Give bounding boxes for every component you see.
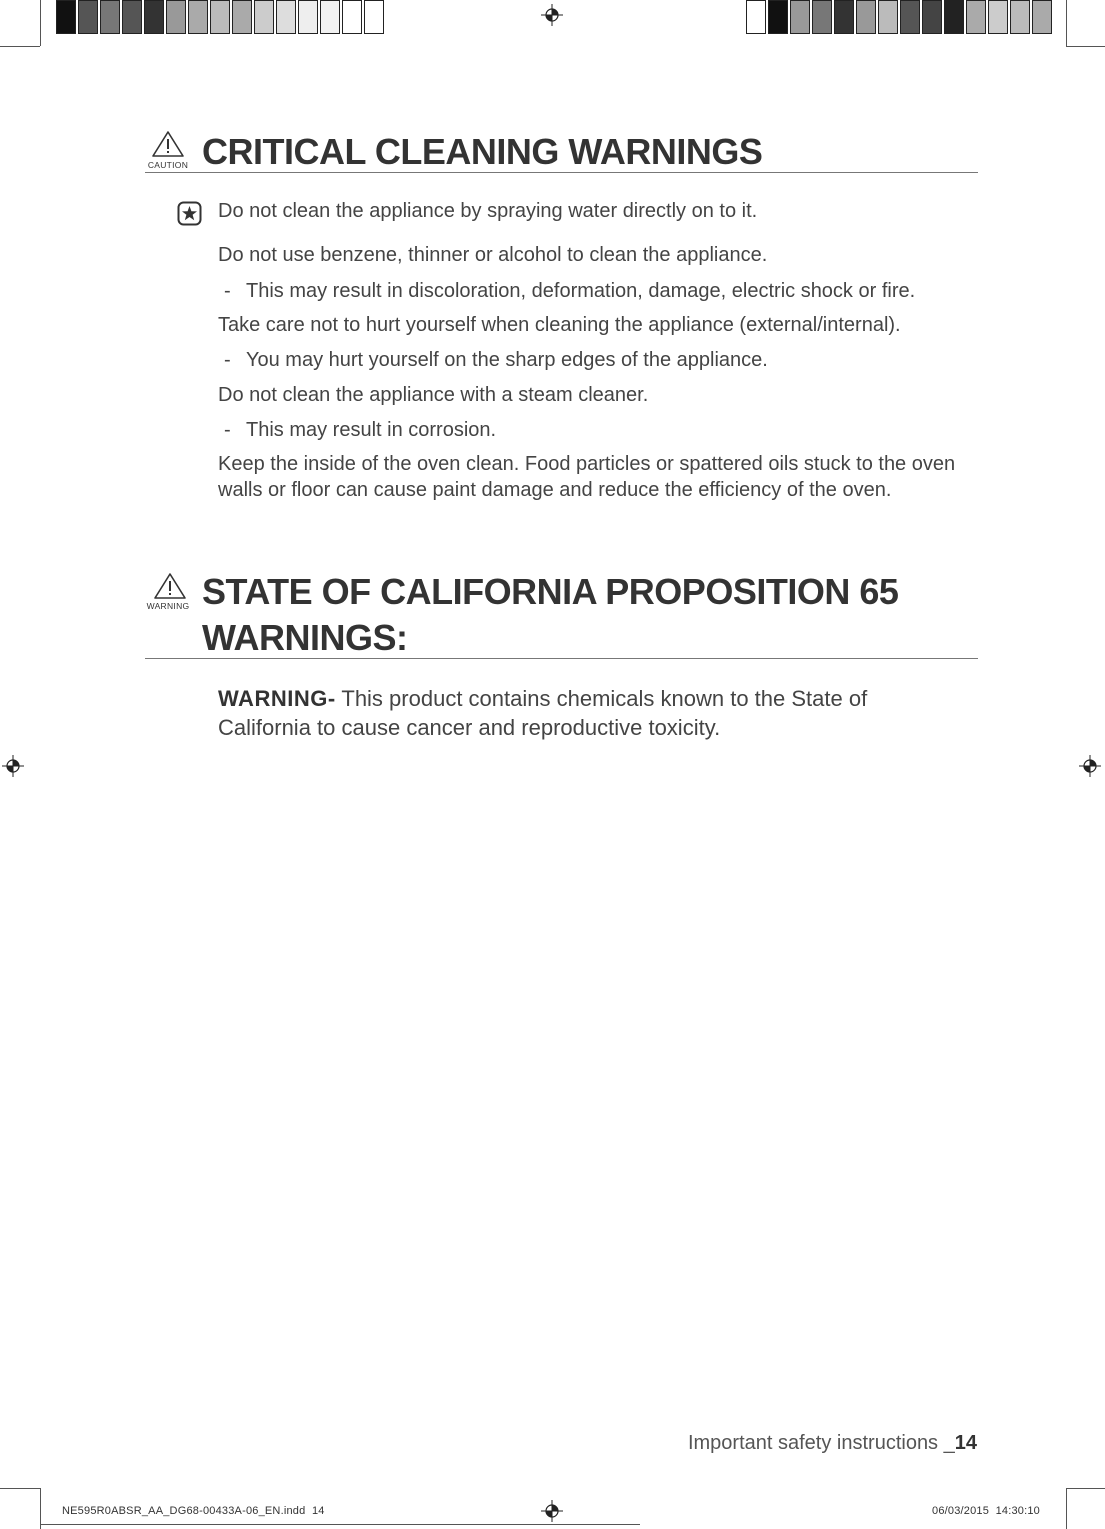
color-bar-right [746, 0, 1054, 34]
warning-label: WARNING- [218, 686, 336, 711]
instruction-item: Do not clean the appliance with a steam cleaner. [218, 384, 649, 406]
section-title-prop65-line1: STATE OF CALIFORNIA PROPOSITION 65 [202, 571, 899, 612]
registration-mark-top [541, 4, 563, 26]
instruction-note-text: This may result in corrosion. [246, 419, 497, 441]
instruction-item: Do not use benzene, thinner or alcohol to clean the appliance. [218, 244, 768, 266]
bottom-trim-line [40, 1524, 640, 1525]
prop65-warning-paragraph [218, 684, 938, 742]
slug-file-page: 14 [311, 1505, 325, 1517]
crop-mark-bottom-left [40, 1488, 41, 1529]
warning-text: This product contains chemicals known to the State of California to cause cancer and reproductive toxicity. [218, 686, 868, 740]
section-title-critical-cleaning: CRITICAL CLEANING WARNINGS [202, 131, 763, 172]
color-bar-left [56, 0, 386, 34]
list-dash: - [224, 419, 231, 441]
warning-caption: WARNING [146, 601, 190, 611]
page-number: 14 [954, 1432, 977, 1454]
slug-date: 06/03/2015 [932, 1505, 990, 1517]
crop-mark-bottom-right-h [1066, 1488, 1105, 1489]
instruction-note [224, 347, 984, 373]
warning-triangle-icon [153, 572, 187, 600]
crop-mark-top-left-h [0, 46, 40, 47]
registration-mark-right [1079, 755, 1101, 777]
caution-caption: CAUTION [147, 160, 189, 170]
registration-mark-bottom [541, 1500, 563, 1522]
instruction-note-text: This may result in discoloration, deformation, damage, electric shock or fire. [246, 280, 916, 302]
page-footer [688, 1432, 977, 1455]
print-slug-file [62, 1505, 325, 1517]
crop-mark-bottom-left-h [0, 1488, 40, 1489]
crop-mark-top-right [1066, 0, 1067, 46]
crop-mark-top-right-h [1066, 46, 1105, 47]
list-dash: - [224, 280, 231, 302]
section-divider [145, 172, 978, 173]
section-title-prop65-line2: WARNINGS: [202, 617, 408, 658]
footer-section-name: Important safety instructions _ [687, 1432, 955, 1454]
crop-mark-top-left [40, 0, 41, 46]
instruction-note-text: You may hurt yourself on the sharp edges of the appliance. [246, 349, 768, 371]
instruction-item: Take care not to hurt yourself when cleaning the appliance (external/internal). [218, 314, 901, 336]
star-box-icon [177, 201, 202, 226]
section-divider [145, 658, 978, 659]
slug-file-name: NE595R0ABSR_AA_DG68-00433A-06_EN.indd [62, 1505, 306, 1517]
instruction-closing: Keep the inside of the oven clean. Food particles or spattered oils stuck to the oven walls or floor can cause paint damage and reduce the efficiency of the oven. [218, 453, 956, 501]
instruction-lead: Do not clean the appliance by spraying water directly on to it. [218, 200, 758, 222]
list-dash: - [224, 349, 231, 371]
caution-triangle-icon [151, 130, 185, 158]
slug-time: 14:30:10 [995, 1505, 1040, 1517]
print-slug-timestamp [932, 1505, 1040, 1517]
instruction-note [224, 417, 984, 443]
crop-mark-bottom-right [1066, 1488, 1067, 1529]
instruction-note [224, 278, 984, 304]
registration-mark-left [2, 755, 24, 777]
